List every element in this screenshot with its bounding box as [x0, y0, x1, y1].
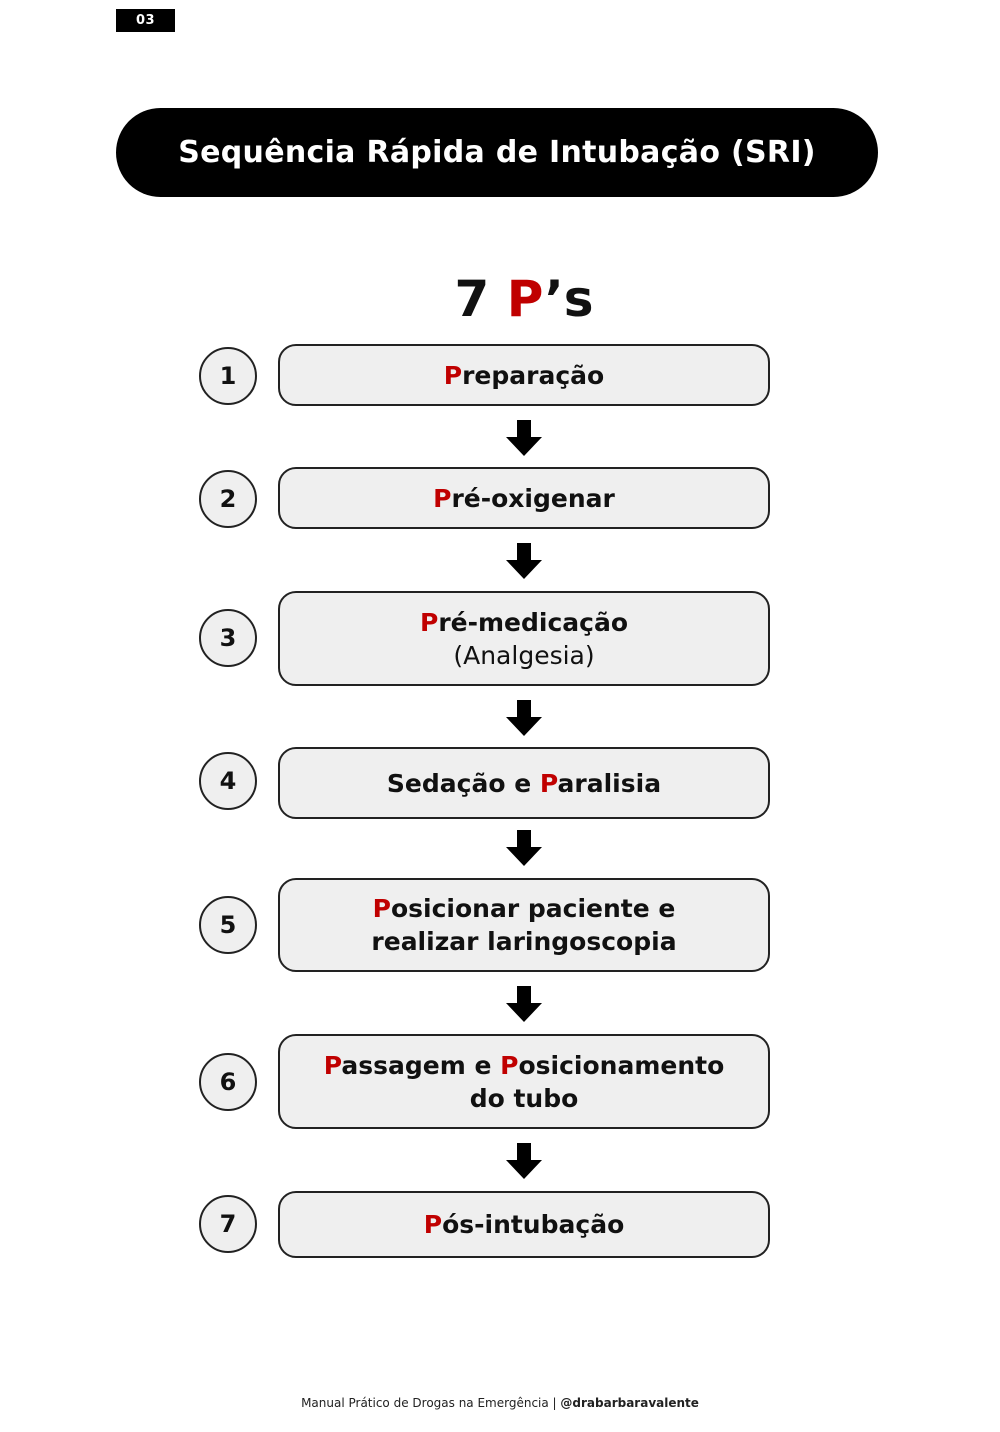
heading-suffix: ’s: [544, 270, 594, 328]
step-box-4: [278, 747, 770, 819]
step-title: [424, 1208, 625, 1241]
arrow-down-icon: [505, 700, 543, 737]
step-title: [373, 892, 676, 925]
step-title-rest: osicionar paciente e: [390, 894, 676, 923]
step-title-initial: P: [539, 768, 558, 798]
step-number-circle: [199, 752, 257, 810]
step-title-initial: P: [419, 607, 439, 637]
step-number: 5: [219, 911, 237, 939]
step-title-rest: ré-oxigenar: [451, 483, 615, 513]
step-title-rest: reparação: [462, 360, 605, 390]
step-number-circle: [199, 896, 257, 954]
step-title-line2: do tubo: [469, 1083, 579, 1113]
step-number: 3: [219, 624, 237, 652]
step-title: [433, 482, 615, 515]
step-title-initial: P: [372, 894, 391, 923]
step-title-part: Sedação e: [386, 768, 540, 798]
step-number-circle: [199, 347, 257, 405]
arrow-down-icon: [505, 543, 543, 580]
step-number: 6: [219, 1068, 237, 1096]
title-banner: [116, 108, 878, 197]
step-number-circle: [199, 1053, 257, 1111]
step-title-rest: osicionamento: [518, 1050, 725, 1080]
step-box-6: [278, 1034, 770, 1129]
footer-handle: @drabarbaravalente: [560, 1396, 699, 1410]
step-title-initial: P: [323, 1050, 342, 1080]
step-number-circle: [199, 609, 257, 667]
step-title-initial: P: [443, 360, 463, 390]
step-box-5: [278, 878, 770, 972]
footer-text: Manual Prático de Drogas na Emergência |: [301, 1396, 561, 1410]
step-title: [444, 359, 604, 392]
step-title-rest: ré-medicação: [438, 607, 628, 637]
step-box-1: [278, 344, 770, 406]
heading-letter: P: [506, 270, 545, 328]
step-title-rest: aralisia: [557, 768, 662, 798]
step-number: 1: [219, 362, 237, 390]
step-box-2: [278, 467, 770, 529]
arrow-down-icon: [505, 1143, 543, 1180]
page-title: Sequência Rápida de Intubação (SRI): [178, 135, 816, 170]
step-subtitle: (Analgesia): [453, 640, 595, 670]
page-number: 03: [116, 9, 175, 32]
step-title-initial: P: [423, 1210, 443, 1239]
arrow-down-icon: [505, 420, 543, 457]
arrow-down-icon: [505, 830, 543, 867]
seven-ps-heading: [278, 270, 770, 328]
step-title-part: assagem e: [341, 1050, 501, 1080]
step-title-rest: ós-intubação: [442, 1210, 625, 1239]
heading-number: 7: [454, 270, 490, 328]
arrow-down-icon: [505, 986, 543, 1023]
step-title: [387, 767, 661, 800]
step-title-initial: P: [433, 483, 452, 513]
step-title-line2: realizar laringoscopia: [371, 927, 677, 956]
step-number-circle: [199, 470, 257, 528]
step-box-7: [278, 1191, 770, 1258]
step-box-3: [278, 591, 770, 686]
step-title: [324, 1049, 725, 1082]
step-title: [420, 606, 628, 639]
step-number: 4: [219, 767, 237, 795]
step-number: 2: [219, 485, 237, 513]
step-number: 7: [219, 1210, 237, 1238]
step-title-initial: P: [500, 1050, 519, 1080]
footer: [0, 1396, 1000, 1410]
step-number-circle: [199, 1195, 257, 1253]
